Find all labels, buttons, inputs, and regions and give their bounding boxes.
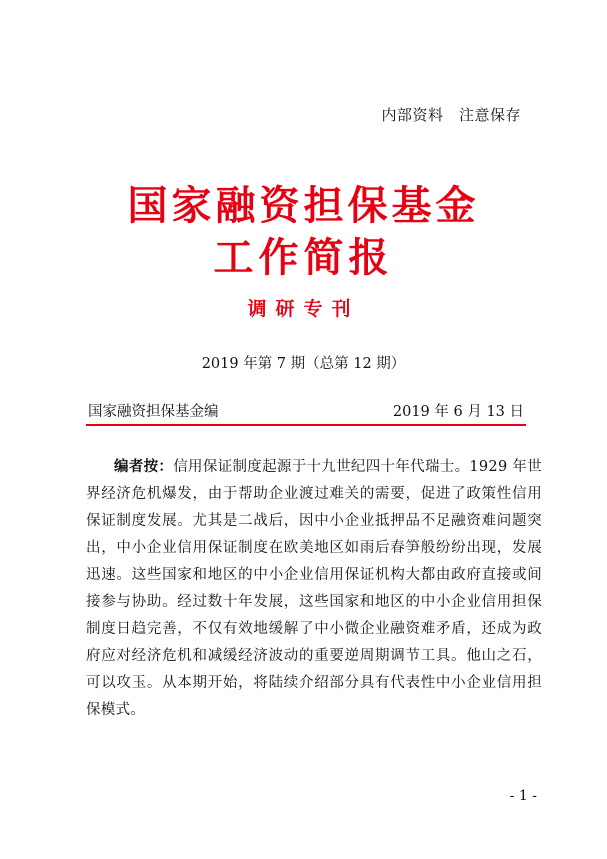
editor-note-text: 信用保证制度起源于十九世纪四十年代瑞士。1929 年世界经济危机爆发，由于帮助企业渡过难关的需要，促进了政策性信用保证制度发展。尤其是二战后，因中小企业抵押品不足融资难问题突出，中小企业信用保证制度在欧美地区如雨后春笋般纷纷出现，发展迅速。这些国家和地区的中小企业信用保证机构大都由政府直接或间接参与协助。经过数十年发展，这些国家和地区的中小企业信用担保制度日趋完善，不仅有效地缓解了中小微企业融资难矛盾，还成为政府应对经济危机和减缓经济波动的重要逆周期调节工具。他山之石，可以攻玉。从本期开始，将陆续介绍部分具有代表性中小企业信用担保模式。 [86,459,542,718]
special-issue-label: 调研专刊 [247,298,360,320]
red-divider [86,424,526,426]
editor-note-lead: 编者按： [114,459,174,475]
issue-date: 2019 年 6 月 13 日 [392,404,524,420]
classification-label: 内部资料 注意保存 [381,106,521,124]
masthead-title: 国家融资担保基金 [127,182,480,229]
page-number: - 1 - [509,788,537,804]
masthead-subtitle: 工作简报 [213,234,394,281]
editor-note [86,454,542,724]
issue-number: 2019 年第 7 期（总第 12 期） [201,356,406,372]
editor-name: 国家融资担保基金编 [88,404,219,420]
